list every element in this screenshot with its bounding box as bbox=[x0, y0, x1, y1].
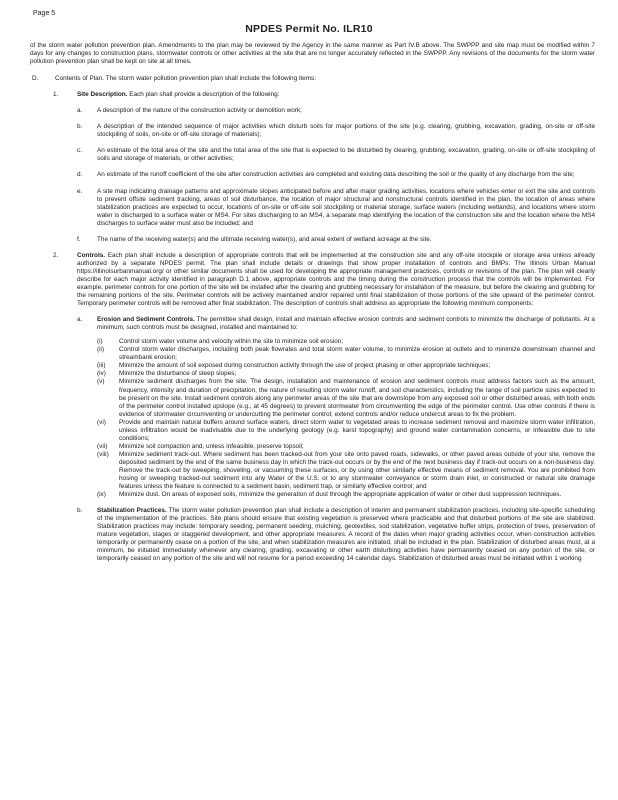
item-2a-text: The permittee shall design, install and maintain effective erosion controls and sediment controls to minimize the discharge of pollutants. At a minimum, such controls must be designed, installed and maintained to: bbox=[97, 316, 595, 332]
list-item bbox=[97, 378, 595, 418]
item-2b-title: Stabilization Practices. bbox=[97, 507, 167, 515]
list-item bbox=[97, 346, 595, 362]
item-text: An estimate of the runoff coefficient of the site after construction activities are completed and existing data describing the soil or the quality of any discharge from the site; bbox=[97, 171, 575, 179]
item-text: A description of the nature of the construction activity or demolition work; bbox=[97, 107, 302, 115]
item-2a-title: Erosion and Sediment Controls. bbox=[97, 316, 195, 324]
item-label: (iv) bbox=[97, 370, 106, 378]
item-1e bbox=[77, 188, 595, 228]
list-item bbox=[97, 370, 595, 378]
item-text: Minimize soil compaction and, unless infeasible, preserve topsoil; bbox=[119, 442, 304, 450]
item-text: Minimize sediment track-out. Where sediment has been tracked-out from your site onto paved roads, sidewalks, or other paved areas outside of your site, remove the deposited sediment by the end of the same business day in which the track-out occurs or by the end of the next business day if track-out occurs on a non-business day. Remove the track-out by sweeping, shoveling, or vacuuming these surfaces, or by using other similarly effective means of sediment removal. You are prohibited from hosing or sweeping tracked-out sediment into any Water of the U.S. or to any stormwater conveyance or storm drain inlet, or constructed or natural site drainage features unless the feature is connected to a sediment basin, sediment trap, or similarly effective control; and bbox=[119, 450, 595, 491]
item-1-title: Site Description. bbox=[77, 91, 128, 99]
item-text: Minimize the disturbance of steep slopes; bbox=[119, 370, 237, 378]
item-text: A description of the intended sequence of major activities which disturb soils for major portions of the site (e.g. clearing, grubbing, excavation, grading, on-site or off-site stockpiling of soils, on-site or off-site storage of materials); bbox=[97, 123, 595, 139]
item-label: (i) bbox=[97, 338, 103, 346]
item-2a-label: a. bbox=[77, 316, 83, 324]
item-text: Control storm water discharges, including both peak flowrates and total storm water volume, to minimize erosion at outlets and to minimize downstream channel and streambank erosion; bbox=[119, 346, 595, 362]
item-label: (ii) bbox=[97, 346, 105, 354]
item-1-label: 1. bbox=[53, 91, 59, 99]
item-label: d. bbox=[77, 171, 83, 179]
list-item bbox=[97, 451, 595, 491]
item-text: Provide and maintain natural buffers around surface waters, direct storm water to vegetated areas to increase sediment removal and maximize storm water infiltration, unless infiltration would be inadvisable due to the underlying geology (e.g. karst topography) and ground water contamination concerns, or infeasible due to site conditions; bbox=[119, 418, 595, 442]
item-label: (vi) bbox=[97, 418, 106, 426]
item-text: Control storm water volume and velocity within the site to minimize soil erosion; bbox=[119, 338, 344, 346]
item-1 bbox=[53, 91, 595, 99]
item-label: e. bbox=[77, 187, 83, 195]
item-1d bbox=[77, 171, 595, 179]
item-2a-list bbox=[30, 338, 595, 499]
item-2a bbox=[77, 316, 595, 332]
item-text: Minimize sediment discharges from the site. The design, installation and maintenance of erosion and sediment controls must address factors such as the amount, frequency, intensity and duration of precipitation, the nature of resulting storm water runoff, and soil characteristics, including the range of soil particle sizes expected to be present on the site. Install sediment controls along any perimeter areas of the site that are downslope from any exposed soil or other disturbed areas, with both ends of the perimeter control installed upslope (e.g., at 45 degrees) to prevent stormwater from circumventing the edge of the perimeter control. Use other controls if there is evidence of stormwater circumventing or undercutting the perimeter control; extend controls and/or reduce undercut areas to fix the problem. bbox=[119, 378, 595, 418]
list-item bbox=[97, 362, 595, 370]
item-2-text: Each plan shall include a description of appropriate controls that will be implemented at the construction site and any off-site stockpile or storage area unless already authorized by a separate NPDES permit. The plan shall include details or drawings that show proper installation of controls and BMPs. The Illinois Urban Manual https://illinoisurbanmanual.org/ or other similar documents shall be used for developing the appropriate management practices, controls or revisions of the plan. The plan will clearly describe for each major activity identified in paragraph D.1 above, appropriate controls and the timing during the construction process that the controls will be implemented. For example, perimeter controls for one portion of the site will be installed after the clearing and grubbing necessary for installation of the measure, but before the clearing and grubbing for the remaining portions of the site. Perimeter controls will be actively maintained and/or repaired until final stabilization of those portions of the site upward of the perimeter control. Temporary perimeter controls will be removed after final stabilization. The description of controls shall address as appropriate the following minimum components: bbox=[77, 251, 595, 308]
item-text: Minimize dust. On areas of exposed soils, minimize the generation of dust through the appropriate application of water or other dust suppression techniques. bbox=[119, 491, 562, 499]
item-label: b. bbox=[77, 123, 83, 131]
item-2-label: 2. bbox=[53, 251, 59, 259]
list-item bbox=[97, 419, 595, 443]
list-item bbox=[97, 491, 595, 499]
item-1c bbox=[77, 147, 595, 163]
item-label: a. bbox=[77, 107, 83, 115]
item-1f bbox=[77, 236, 595, 244]
item-text: A site map indicating drainage patterns and approximate slopes anticipated before and after major grading activities, locations where vehicles enter or exit the site and controls to prevent offsite sediment tracking, areas of soil disturbance, the location of major structural and nonstructural controls identified in the plan, the location of areas where stabilization practices are expected to occur, locations of on-site or off-site soil stockpiling or material storage, surface waters (including wetlands), and locations where storm water is discharged to a surface water or MS4. For sites discharging to an MS4, a separate map identifying the location of the construction site and the location where the MS4 discharges to surface water must also be included; and bbox=[97, 187, 595, 227]
item-2b-text: The storm water pollution prevention plan shall include a description of interim and permanent stabilization practices, including site-specific scheduling of the implementation of the practices. Site plans should ensure that existing vegetation is preserved where practicable and that disturbed portions of the site are stabilized. Stabilization practices may include: temporary seeding, permanent seeding, mulching, geotextiles, sod stabilization, vegetative buffer strips, protection of trees, preservation of mature vegetation, stages or staggered development, and other appropriate measures. A record of the dates when major grading activities occur, when construction activities temporarily or permanently cease on a portion of the site, and when stabilization measures are initiated, shall be included in the plan. Stabilization of disturbed areas must, at a minimum, be initiated immediately whenever any clearing, grading, excavating or other earth disturbing activities have permanently ceased on any portion of the site, or temporarily ceased on any portion of the site and will not resume for a period exceeding 14 calendar days. Stabilization of disturbed areas must be initiated within 1 working bbox=[97, 507, 595, 563]
item-1-text: Each plan shall provide a description of the following: bbox=[127, 91, 280, 99]
item-label: c. bbox=[77, 147, 82, 155]
item-2b bbox=[77, 507, 595, 563]
section-d-text: Contents of Plan. The storm water pollution prevention plan shall include the following items: bbox=[55, 75, 316, 83]
item-label: f. bbox=[77, 235, 81, 243]
item-2-title: Controls. bbox=[77, 251, 106, 259]
item-label: (ix) bbox=[97, 491, 106, 499]
item-text: Minimize the amount of soil exposed during construction activity through the use of project phasing or other appropriate techniques; bbox=[119, 362, 491, 370]
item-2 bbox=[53, 252, 595, 308]
section-d-label: D. bbox=[32, 75, 39, 83]
intro-paragraph: of the storm water pollution prevention plan. Amendments to the plan may be reviewed by the Agency in the same manner as Part IV.B above. The SWPPP and site map must be modified within 7 days for any changes to construction plans, stormwater controls or other activities at the site that are no longer accurately reflected in the SWPPP. Any revisions of the documents for the storm water pollution prevention plan shall be kept on site at all times. bbox=[30, 42, 595, 66]
document-body bbox=[30, 42, 595, 569]
section-d bbox=[30, 75, 595, 83]
item-text: An estimate of the total area of the site and the total area of the site that is expected to be disturbed by clearing, grubbing, excavation, grading, on-site or off-site stockpiling of soils and storage of materials, or other activities; bbox=[97, 147, 595, 163]
item-label: (vii) bbox=[97, 442, 108, 450]
permit-title: NPDES Permit No. ILR10 bbox=[245, 23, 373, 35]
item-1a bbox=[77, 107, 595, 115]
item-label: (iii) bbox=[97, 362, 106, 370]
list-item bbox=[97, 443, 595, 451]
item-2b-label: b. bbox=[77, 507, 83, 515]
item-text: The name of the receiving water(s) and the ultimate receiving water(s), and areal extent of wetland acreage at the site. bbox=[97, 235, 432, 243]
page-number: Page 5 bbox=[33, 10, 56, 17]
item-label: (viii) bbox=[97, 450, 109, 458]
item-label: (v) bbox=[97, 378, 105, 386]
list-item bbox=[97, 338, 595, 346]
item-1b bbox=[77, 123, 595, 139]
